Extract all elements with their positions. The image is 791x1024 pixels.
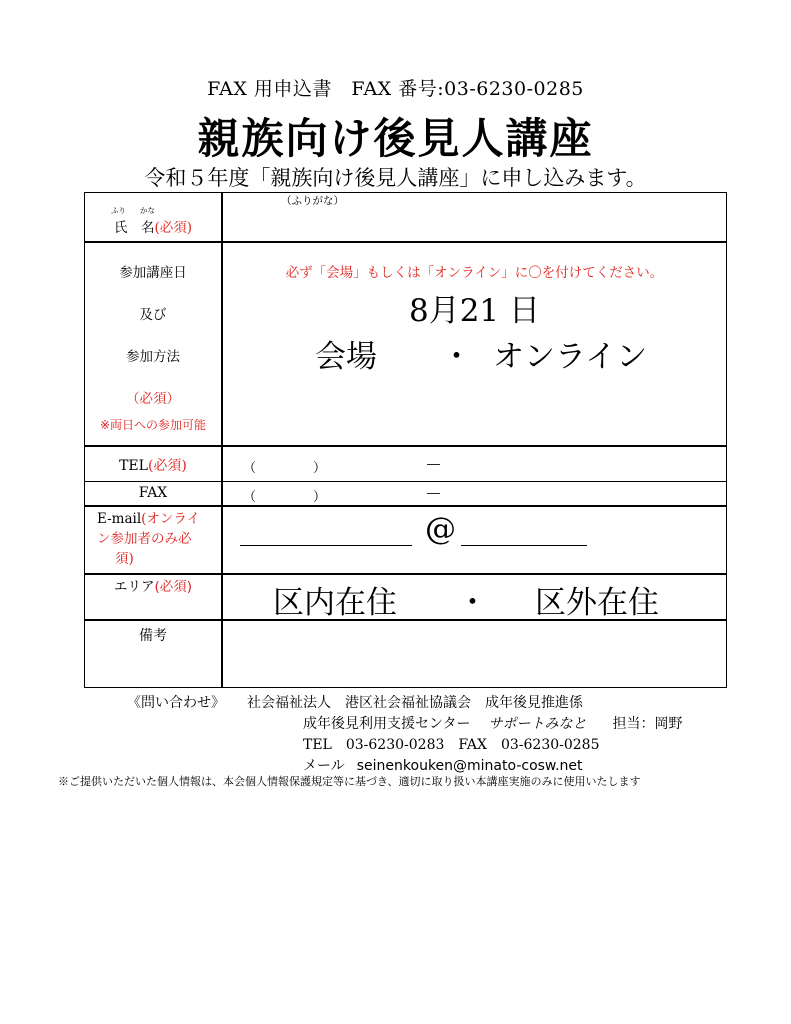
event-date: 8月21 日 (408, 293, 541, 329)
option-inside-ward[interactable]: 区内在住 (273, 585, 397, 621)
both-days-note: ※両日への参加可能 (99, 418, 207, 432)
participation-label-2: 及び (139, 307, 167, 323)
area-separator: ・ (457, 585, 488, 621)
furigana-hint: （ふりがな） (281, 195, 344, 207)
privacy-notice: ※ご提供いただいた個人情報は、本会個人情報保護規定等に基づき、適切に取り扱い本講座実施のみに使用いたします (58, 775, 641, 788)
center-line (303, 713, 682, 733)
participation-label-3: 参加方法 (126, 349, 180, 365)
tel-label-text: TEL (119, 458, 148, 474)
fax-paren-close: ） (313, 490, 327, 505)
page-title: 親族向け後見人講座 (197, 114, 594, 163)
name-required: (必須) (154, 220, 193, 236)
inquiry-line (127, 692, 583, 712)
option-venue[interactable]: 会場 (315, 339, 377, 375)
name-label-text: 氏 名 (113, 220, 155, 236)
name-input[interactable] (223, 207, 726, 240)
fax-input[interactable] (223, 483, 726, 504)
option-outside-ward[interactable]: 区外在住 (535, 585, 659, 621)
fax-paren-open: （ (243, 490, 257, 505)
email-input[interactable] (223, 507, 726, 571)
row-divider (85, 241, 726, 243)
email-label-note-1: (オンライ (141, 511, 201, 527)
tel-required: (必須) (147, 458, 187, 474)
contact-person: 担当：岡野 (612, 716, 683, 732)
organization-name: 社会福祉法人 港区社会福祉協議会 成年後見推進係 (247, 695, 583, 711)
option-separator: ・ (441, 339, 472, 375)
email-label-note-2: ン参加者のみ必 (97, 531, 192, 547)
mail-address[interactable]: seinenkouken@minato-cosw.net (356, 758, 583, 774)
fax-dash: ― (427, 486, 440, 501)
option-online[interactable]: オンライン (493, 339, 648, 375)
inquiry-label: 《問い合わせ》 (127, 695, 225, 711)
area-required: (必須) (154, 579, 193, 595)
footer-mail-line (303, 755, 583, 775)
email-label-en: E-mail (97, 511, 142, 527)
ruby-furi: ふり (111, 206, 126, 215)
email-at-sign: @ (425, 511, 456, 547)
email-label-note-3: 須) (115, 551, 134, 567)
tel-paren-close: ） (313, 461, 327, 476)
tel-dash: ― (427, 457, 440, 472)
name-label (85, 216, 221, 236)
fax-header: FAX 用申込書 FAX 番号:03-6230-0285 (207, 78, 584, 100)
email-label (97, 509, 200, 569)
tel-label (85, 455, 221, 475)
ruby-kana: かな (140, 206, 155, 215)
participation-required: （必須） (126, 391, 180, 407)
tel-input[interactable] (223, 447, 726, 480)
remarks-label: 備考 (139, 628, 167, 644)
area-label (85, 575, 221, 595)
area-label-text: エリア (113, 579, 155, 595)
application-form (84, 192, 727, 688)
footer-tel-fax: TEL 03-6230-0283 FAX 03-6230-0285 (303, 737, 600, 753)
method-instruction: 必ず「会場」もしくは「オンライン」に〇を付けてください。 (285, 265, 664, 281)
participation-label-1: 参加講座日 (119, 265, 187, 281)
tel-paren-open: （ (243, 461, 257, 476)
fax-label: FAX (138, 485, 168, 501)
mail-label: メール (303, 758, 345, 774)
row-divider (85, 481, 726, 482)
page-subtitle: 令和５年度「親族向け後見人講座」に申し込みます。 (144, 166, 647, 190)
remarks-input[interactable] (223, 621, 726, 685)
center-name: 成年後見利用支援センター (303, 716, 471, 732)
support-name: サポートみなと (488, 716, 587, 732)
